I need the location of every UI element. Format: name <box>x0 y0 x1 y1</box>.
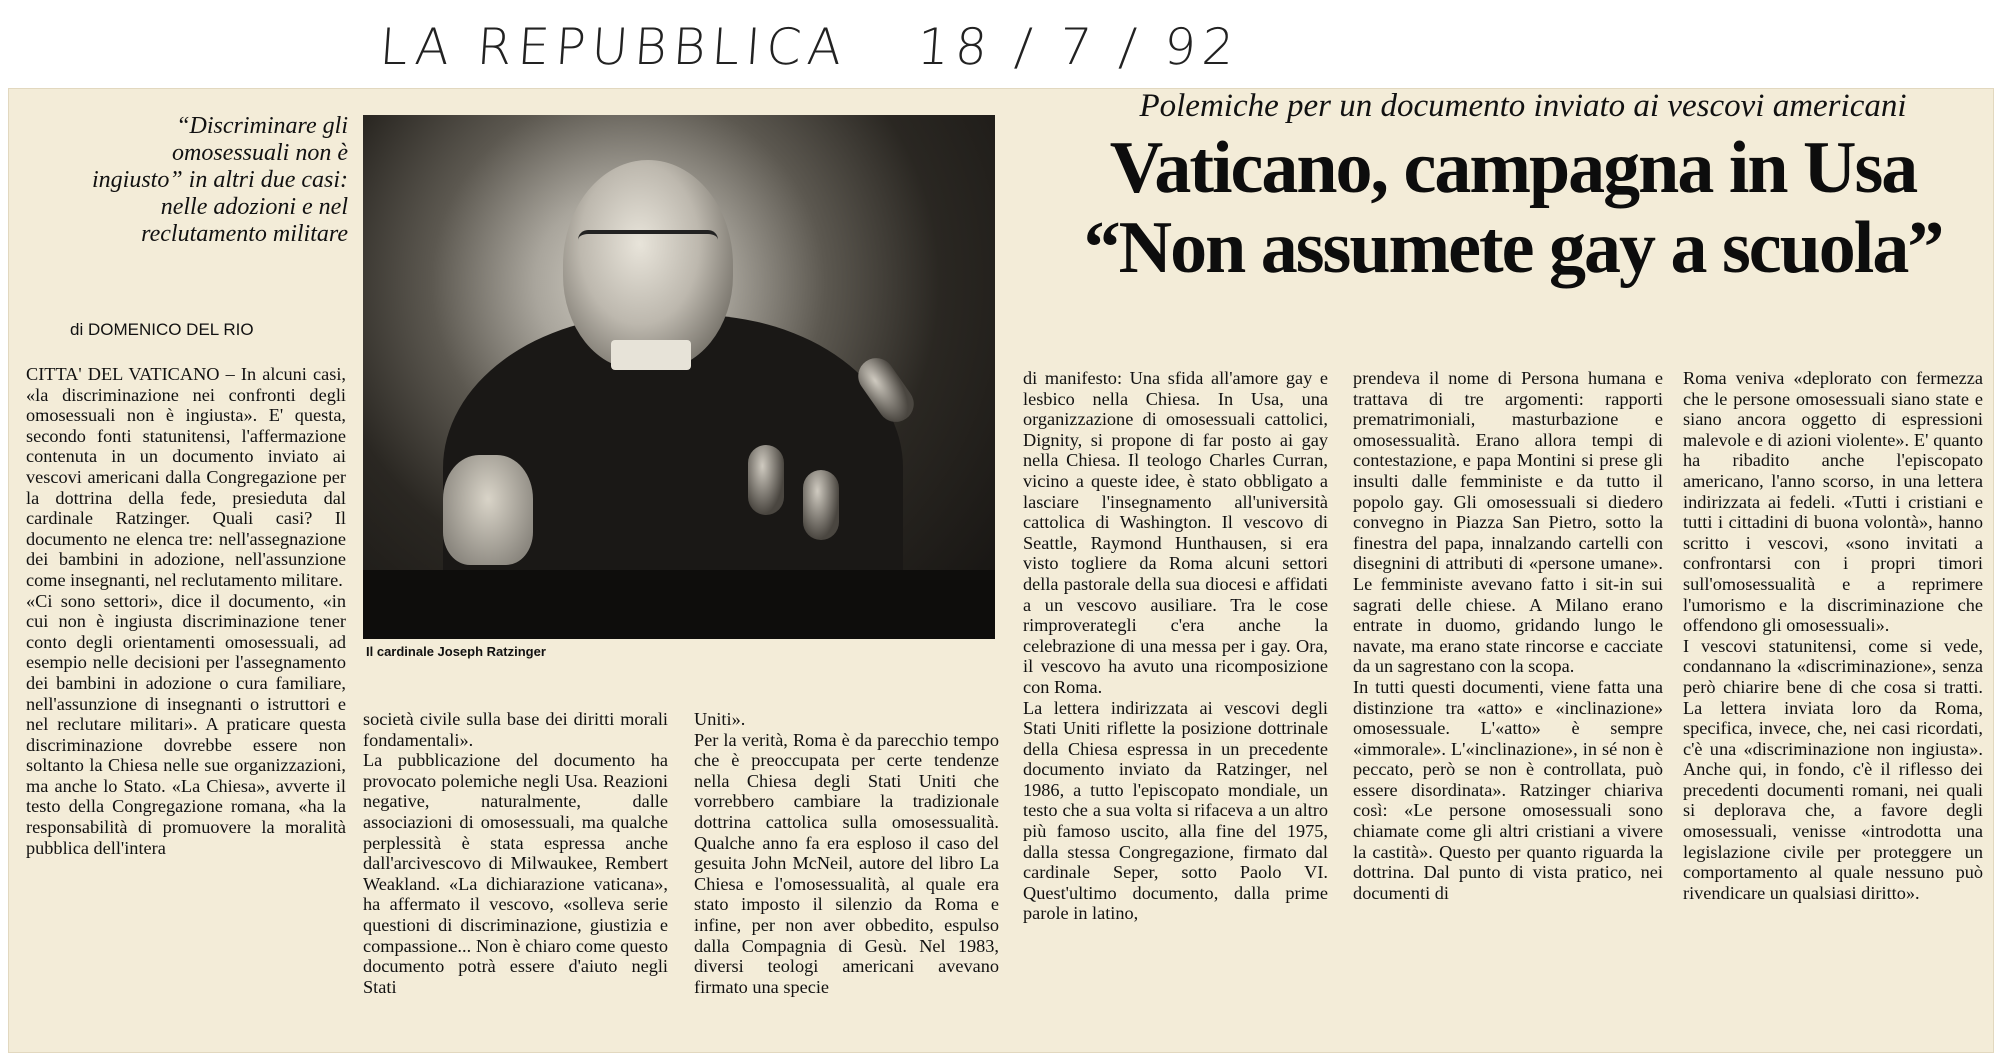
article-byline: di DOMENICO DEL RIO <box>70 320 254 339</box>
handwritten-paper-name: LA REPUBBLICA <box>377 18 850 76</box>
photo-microphone <box>748 445 784 515</box>
text-column-3: Uniti». Per la verità, Roma è da parecchio tempo che è preoccupata per certe tendenze nella Chiesa degli Stati Uniti che vorrebbero cambiare la tradizionale dottrina cattolica sulla omosessualità. Qualche anno fa era esploso il caso del gesuita John McNeil, autore del libro La Chiesa e l'omosessualità, al quale era stato imposto il silenzio da Roma e infine, per non aver obbedito, espulso dalla Compagnia di Gesù. Nel 1983, diversi teologi americani avevano firmato una specie <box>694 709 999 997</box>
photo-table <box>363 570 995 639</box>
handwritten-annotation <box>378 18 1312 76</box>
photo-microphone <box>803 470 839 540</box>
article-headline <box>1033 128 1993 288</box>
photo-glasses <box>578 230 718 274</box>
text-column-2: società civile sulla base dei diritti morali fondamentali». La pubblicazione del documento ha provocato polemiche negli Usa. Reazioni negative, naturalmente, dalle associazioni di omosessuali, ma qualche perplessità è stata espressa anche dall'arcivescovo di Milwaukee, Rembert Weakland. «La dichiarazione vaticana», ha affermato il vescovo, «solleva serie questioni di discriminazione, giustizia e compassione... Non è chiaro come questo documento potrà essere d'aiuto negli Stati <box>363 709 668 997</box>
photo-collar <box>611 340 691 370</box>
text-column-6: Roma veniva «deplorato con fermezza che le persone omosessuali siano state e siano ancora oggetto di espressioni malevole e di azioni violente». E' quanto ha ribadito anche l'episcopato americano, l'anno scorso, in una lettera indirizzata ai fedeli. «Tutti i cristiani e tutti i cittadini di buona volontà», hanno scritto i vescovi, «sono invitati a confrontarsi con i propri timori sull'omosessualità e a reprimere l'umorismo e la discriminazione che offendono gli omosessuali». I vescovi statunitensi, come si vede, condannano la «discriminazione», senza però chiarire bene di che cosa si tratti. La lettera inviata loro da Roma, specifica, invece, che, nei casi ricordati, c'è una «discriminazione non ingiusta». Anche qui, in fondo, c'è il riflesso dei precedenti documenti romani, nei quali si deplorava che, a favore degli omosessuali, venisse «introdotta una legislazione civile per proteggere un comportamento al quale nessuno può rivendicare un qualsiasi diritto». <box>1683 368 1983 903</box>
text-column-5: prendeva il nome di Persona humana e trattava di tre argomenti: rapporti prematrimoniali, masturbazione e omosessualità. Erano allora tempi di contestazione, e papa Montini si prese gli insulti dalle femministe e da tutto il popolo gay. Gli omosessuali si diedero convegno in Piazza San Pietro, sotto la finestra del papa, innalzando cartelli con disegnini di attributi di «persone umane». Le femministe avevano fatto i sit-in sui sagrati delle chiese. A Milano erano entrate in duomo, gridando lungo le navate, ma erano state rincorse e cacciate da un sagrestano con la scopa. In tutti questi documenti, viene fatta una distinzione tra «atto» e «inclinazione» omosessuale. L'«atto» è sempre «immorale». L'«inclinazione», in sé non è peccato, però se non è controllata, può essere disordinata». Ratzinger chiariva così: «Le persone omosessuali sono chiamate come gli altri cristiani a vivere la castità». Questo per quanto riguarda la dottrina. Dal punto di vista pratico, nei documenti di <box>1353 368 1663 903</box>
headline-line-2: “Non assumete gay a scuola” <box>1083 207 1943 289</box>
text-column-1: CITTA' DEL VATICANO – In alcuni casi, «la discriminazione nei confronti degli omosessuali non è ingiusta». E' questa, secondo fonti statunitensi, l'affermazione contenuta in un documento inviato ai vescovi americani dalla Congregazione per la dottrina della fede, presieduta dal cardinale Ratzinger. Quali casi? Il documento ne elenca tre: nell'assegnazione dei bambini in adozione, nell'assunzione come insegnanti, nel reclutamento militare. «Ci sono settori», dice il documento, «in cui non è ingiusta discriminazione tener conto degli orientamenti omosessuali, ad esempio nelle decisioni per l'assegnamento dei bambini in adozione o cura familiare, nell'assunzione di insegnanti o istruttori e nel reclutare militari». A praticare questa discriminazione dovrebbe essere non soltanto la Chiesa nelle sue organizzazioni, ma anche lo Stato. «La Chiesa», avverte il testo della Congregazione romana, «ha la responsabilità di promuovere la moralità pubblica dell'intera <box>26 364 346 858</box>
article-subhead: “Discriminare gli omosessuali non è ingiusto” in altri due casi: nelle adozioni e nel reclutamento militare <box>91 113 348 247</box>
handwritten-date: 18 / 7 / 92 <box>915 18 1242 76</box>
newspaper-clipping <box>8 88 1994 1053</box>
headline-line-1: Vaticano, campagna in Usa <box>1109 127 1917 209</box>
photo-hand <box>443 455 533 565</box>
article-kicker: Polemiche per un documento inviato ai vescovi americani <box>1139 88 1907 124</box>
text-column-4: di manifesto: Una sfida all'amore gay e lesbico nella Chiesa. In Usa, una organizzazione di omosessuali cattolici, Dignity, si propone di far posto ai gay nella Chiesa. Il teologo Charles Curran, vicino a queste idee, è stato obbligato a lasciare l'insegnamento all'università cattolica di Washington. Il vescovo di Seattle, Raymond Hunthausen, si era visto togliere da Roma alcuni settori della pastorale della sua diocesi e affidati a un vescovo ausiliare. Tra le cose rimproverategli c'era anche la celebrazione di una messa per i gay. Ora, il vescovo ha avuto una ricomposizione con Roma. La lettera indirizzata ai vescovi degli Stati Uniti riflette la posizione dottrinale della Chiesa espressa in un precedente documento inviato da Ratzinger, nel 1986, a tutto l'episcopato mondiale, un testo che a sua volta si rifaceva a un altro più famoso uscito, alla fine del 1975, dalla stessa Congregazione, firmato dal cardinale Seper, sotto Paolo VI. Quest'ultimo documento, dalla prime parole in latino, <box>1023 368 1328 924</box>
ratzinger-photo <box>363 115 995 639</box>
photo-caption: Il cardinale Joseph Ratzinger <box>366 644 546 659</box>
